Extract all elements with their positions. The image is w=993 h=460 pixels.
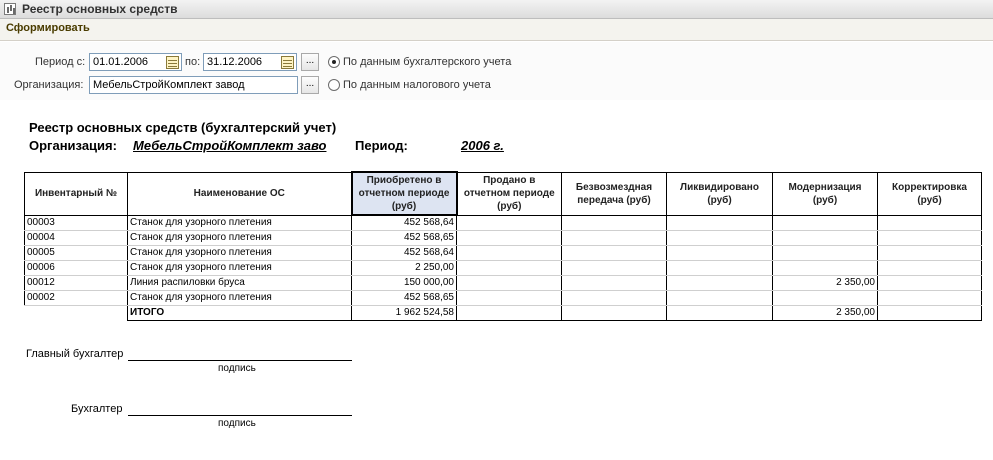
report-icon [4, 3, 16, 15]
col-header: Корректировка (руб) [878, 172, 982, 215]
cell[interactable] [457, 261, 562, 276]
period-to-label: по: [185, 56, 201, 68]
window-title-bar [0, 0, 993, 19]
report-title: Реестр основных средств (бухгалтерский учет) [29, 120, 337, 135]
cell[interactable] [562, 231, 667, 246]
cell[interactable] [562, 246, 667, 261]
cell[interactable] [773, 231, 878, 246]
total-modernization: 2 350,00 [773, 306, 878, 321]
table-row[interactable] [25, 291, 982, 306]
cell[interactable]: Линия распиловки бруса [128, 276, 352, 291]
window-title: Реестр основных средств [22, 2, 178, 16]
col-header: Инвентарный № [25, 172, 128, 215]
cell [25, 306, 128, 321]
cell[interactable]: 00006 [25, 261, 128, 276]
period-to-value: 31.12.2006 [207, 56, 263, 68]
chief-accountant-label: Главный бухгалтер [26, 348, 124, 360]
period-from-input[interactable] [89, 53, 182, 71]
chief-accountant-signature-line [128, 360, 352, 361]
col-header: Наименование ОС [128, 172, 352, 215]
col-header: Ликвидировано (руб) [667, 172, 773, 215]
period-from-value: 01.01.2006 [93, 56, 149, 68]
cell[interactable] [457, 291, 562, 306]
table-row[interactable] [25, 215, 982, 231]
cell[interactable] [773, 291, 878, 306]
period-from-label: Период с: [35, 56, 86, 68]
parameters-panel [0, 42, 993, 100]
cell[interactable] [667, 276, 773, 291]
cell[interactable] [878, 215, 982, 231]
cell[interactable] [773, 215, 878, 231]
cell[interactable]: Станок для узорного плетения [128, 261, 352, 276]
report-period-value: 2006 г. [461, 138, 504, 153]
radio-accounting-label[interactable]: По данным бухгалтерского учета [343, 56, 512, 68]
table-row[interactable] [25, 231, 982, 246]
cell[interactable] [878, 291, 982, 306]
organization-select-button[interactable]: ... [301, 76, 319, 94]
table-header-row [25, 172, 982, 215]
cell[interactable] [667, 215, 773, 231]
cell[interactable]: 00012 [25, 276, 128, 291]
cell[interactable] [667, 261, 773, 276]
cell[interactable]: 452 568,65 [352, 291, 457, 306]
signature-caption: подпись [218, 418, 256, 429]
cell[interactable]: 2 350,00 [773, 276, 878, 291]
signature-caption: подпись [218, 363, 256, 374]
cell[interactable] [457, 246, 562, 261]
cell [457, 306, 562, 321]
cell[interactable]: 452 568,65 [352, 231, 457, 246]
total-label: ИТОГО [128, 306, 352, 321]
cell[interactable]: 452 568,64 [352, 215, 457, 231]
cell[interactable]: Станок для узорного плетения [128, 246, 352, 261]
cell [562, 306, 667, 321]
report-org-name: МебельСтройКомплект заво [133, 138, 327, 153]
accountant-signature-line [128, 415, 352, 416]
cell[interactable]: 00003 [25, 215, 128, 231]
cell[interactable]: Станок для узорного плетения [128, 291, 352, 306]
cell[interactable] [562, 261, 667, 276]
report-period-label: Период: [355, 138, 408, 153]
cell[interactable] [773, 261, 878, 276]
calendar-icon[interactable] [166, 56, 179, 69]
period-select-button[interactable]: ... [301, 53, 319, 71]
cell [667, 306, 773, 321]
cell[interactable] [562, 291, 667, 306]
cell[interactable]: 2 250,00 [352, 261, 457, 276]
radio-tax[interactable] [328, 79, 340, 91]
cell[interactable] [878, 246, 982, 261]
cell [878, 306, 982, 321]
toolbar [0, 19, 993, 41]
table-row[interactable] [25, 261, 982, 276]
accountant-label: Бухгалтер [71, 403, 123, 415]
cell[interactable] [457, 231, 562, 246]
cell[interactable] [773, 246, 878, 261]
cell[interactable]: 150 000,00 [352, 276, 457, 291]
cell[interactable] [667, 291, 773, 306]
col-header: Безвозмездная передача (руб) [562, 172, 667, 215]
total-acquired: 1 962 524,58 [352, 306, 457, 321]
calendar-icon[interactable] [281, 56, 294, 69]
organization-label: Организация: [14, 79, 84, 91]
cell[interactable] [878, 261, 982, 276]
total-row [25, 306, 982, 321]
register-table [24, 171, 982, 321]
organization-value: МебельСтройКомплект завод [93, 79, 245, 91]
col-header: Продано в отчетном периоде (руб) [457, 172, 562, 215]
cell[interactable] [562, 276, 667, 291]
table-row[interactable] [25, 276, 982, 291]
report-org-label: Организация: [29, 138, 117, 153]
cell[interactable]: 00002 [25, 291, 128, 306]
report-sheet [0, 100, 993, 460]
cell[interactable]: Станок для узорного плетения [128, 231, 352, 246]
cell[interactable] [457, 276, 562, 291]
cell[interactable] [457, 215, 562, 231]
radio-accounting[interactable] [328, 56, 340, 68]
cell[interactable] [562, 215, 667, 231]
table-row[interactable] [25, 246, 982, 261]
cell[interactable]: 00005 [25, 246, 128, 261]
organization-input[interactable] [89, 76, 298, 94]
period-to-input[interactable] [203, 53, 297, 71]
cell[interactable]: 452 568,64 [352, 246, 457, 261]
col-header: Модернизация (руб) [773, 172, 878, 215]
cell[interactable]: 00004 [25, 231, 128, 246]
cell[interactable] [878, 231, 982, 246]
cell[interactable]: Станок для узорного плетения [128, 215, 352, 231]
cell[interactable] [878, 276, 982, 291]
cell[interactable] [667, 231, 773, 246]
radio-tax-label[interactable]: По данным налогового учета [343, 79, 491, 91]
generate-button[interactable]: Сформировать [6, 22, 90, 34]
col-header-selected[interactable]: Приобретено в отчетном периоде (руб) [352, 172, 457, 215]
cell[interactable] [667, 246, 773, 261]
